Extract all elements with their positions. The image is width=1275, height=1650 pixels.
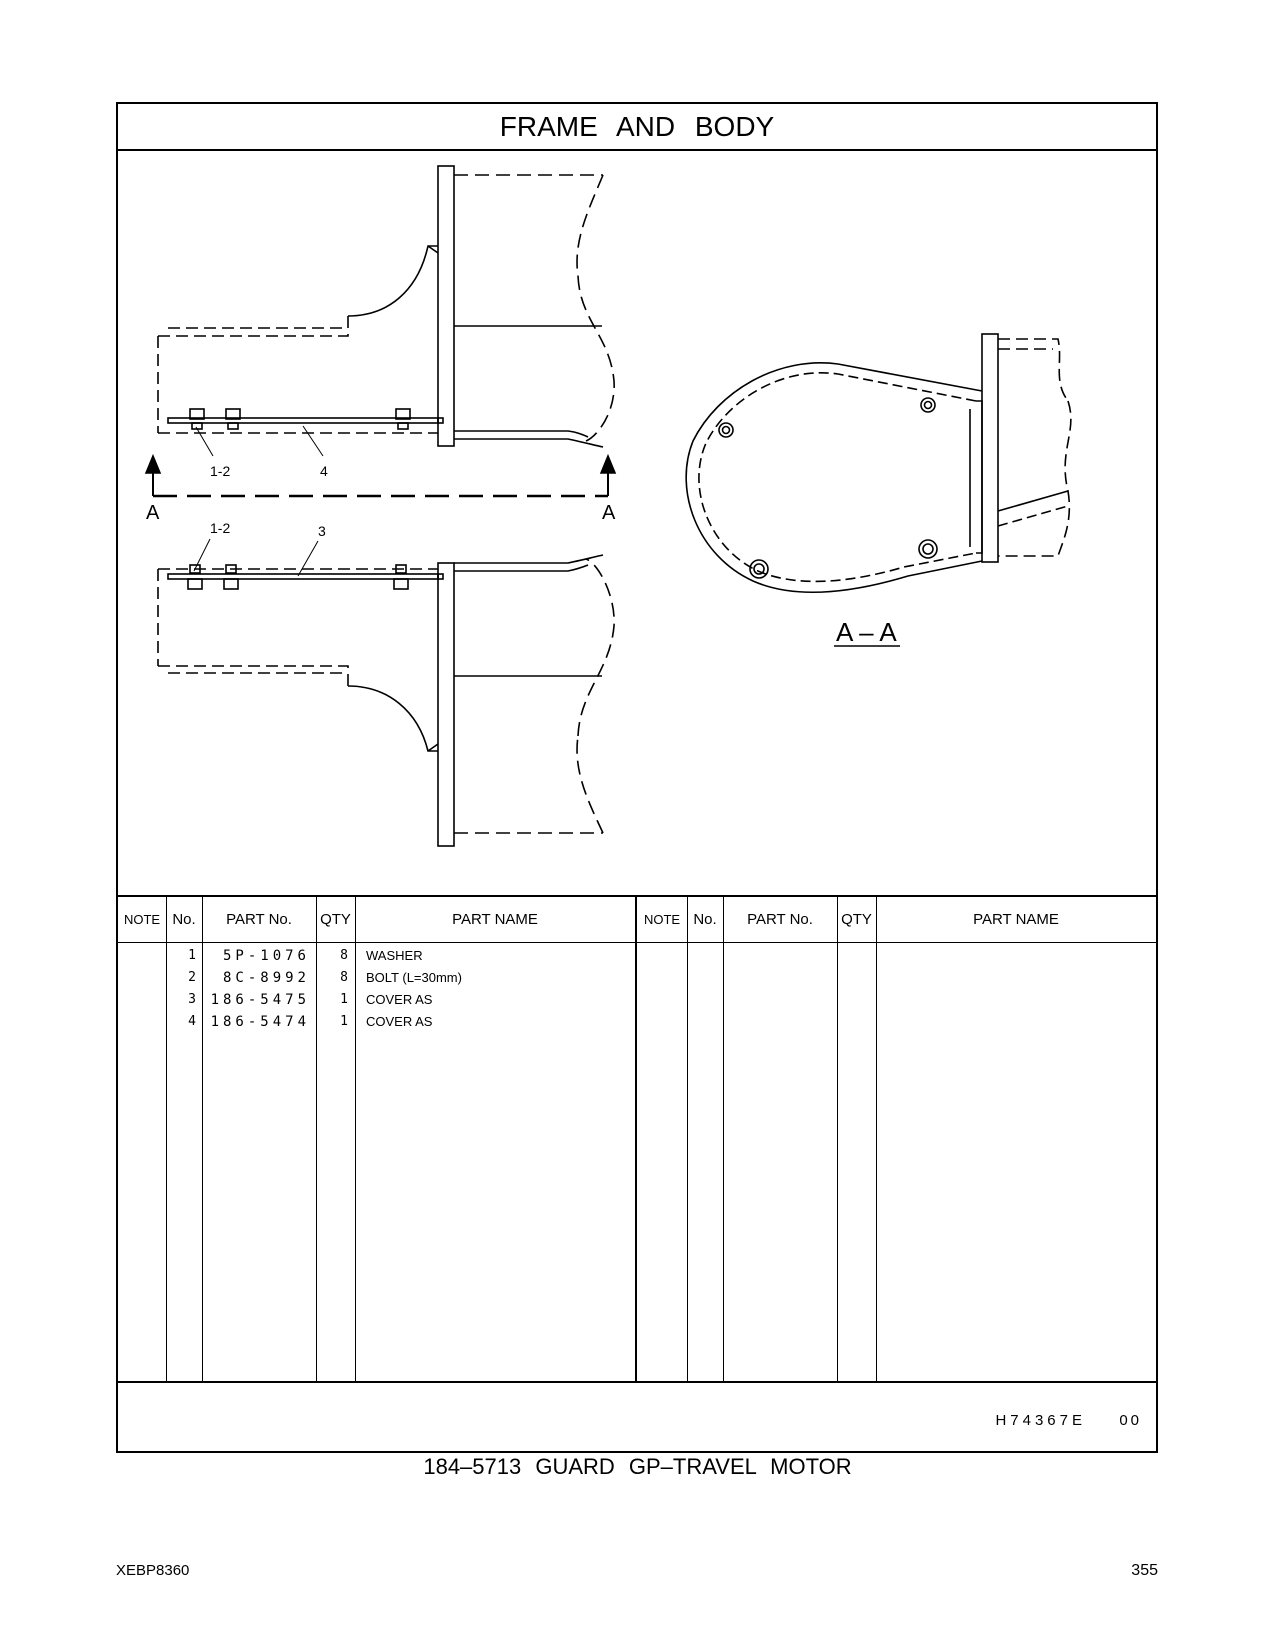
- row-part-name: WASHER: [366, 948, 423, 963]
- header-part-name: PART NAME: [973, 911, 1059, 928]
- row-qty: 1: [340, 1014, 348, 1029]
- lower-view: [158, 520, 614, 846]
- parts-drawing: [118, 151, 1156, 895]
- column-divider: [687, 897, 688, 1381]
- row-no: 1: [188, 948, 196, 963]
- revision-number: 00: [1119, 1412, 1142, 1429]
- page-number: 355: [1131, 1562, 1158, 1579]
- illustration-code: H74367E: [995, 1412, 1086, 1429]
- row-qty: 8: [340, 948, 348, 963]
- column-divider: [876, 897, 877, 1381]
- callout-label: 1-2: [210, 463, 231, 479]
- exploded-view-svg: [118, 151, 1156, 895]
- header-part-no: PART No.: [226, 911, 292, 928]
- header-part-no: PART No.: [747, 911, 813, 928]
- column-divider: [837, 897, 838, 1381]
- header-qty: QTY: [320, 911, 351, 928]
- header-no: No.: [172, 911, 196, 928]
- row-qty: 1: [340, 992, 348, 1007]
- row-no: 2: [188, 970, 196, 985]
- header-qty: QTY: [841, 911, 872, 928]
- section-marker: A: [146, 502, 160, 524]
- header-note: NOTE: [643, 912, 681, 927]
- callout-label: 4: [320, 463, 328, 479]
- parts-table: [118, 895, 1156, 1381]
- callout-label: 3: [318, 523, 326, 539]
- callout-label: 1-2: [210, 520, 231, 536]
- row-part-no: 5P-1076: [222, 948, 310, 964]
- section-view-label: A – A: [836, 617, 897, 647]
- section-title: FRAME AND BODY: [118, 104, 1156, 151]
- row-part-name: BOLT (L=30mm): [366, 970, 462, 985]
- row-part-no: 8C-8992: [222, 970, 310, 986]
- table-bottom-rule: [118, 1381, 1156, 1383]
- column-divider: [355, 897, 356, 1381]
- row-no: 4: [188, 1014, 196, 1029]
- row-part-name: COVER AS: [366, 992, 433, 1007]
- row-qty: 8: [340, 970, 348, 985]
- assembly-caption: 184–5713 GUARD GP–TRAVEL MOTOR: [423, 1454, 852, 1479]
- row-part-no: 186-5474: [210, 1014, 310, 1030]
- row-part-name: COVER AS: [366, 1014, 433, 1029]
- header-note: NOTE: [123, 912, 161, 927]
- section-marker: A: [602, 502, 616, 524]
- row-no: 3: [188, 992, 196, 1007]
- header-no: No.: [693, 911, 717, 928]
- upper-view: [158, 166, 614, 479]
- row-part-no: 186-5475: [210, 992, 310, 1008]
- header-divider: [118, 942, 1156, 943]
- section-view-aa: [686, 334, 1071, 647]
- header-part-name: PART NAME: [452, 911, 538, 928]
- document-id: XEBP8360: [116, 1562, 190, 1579]
- column-divider: [723, 897, 724, 1381]
- page-frame: [116, 102, 1158, 1453]
- column-divider: [635, 897, 637, 1381]
